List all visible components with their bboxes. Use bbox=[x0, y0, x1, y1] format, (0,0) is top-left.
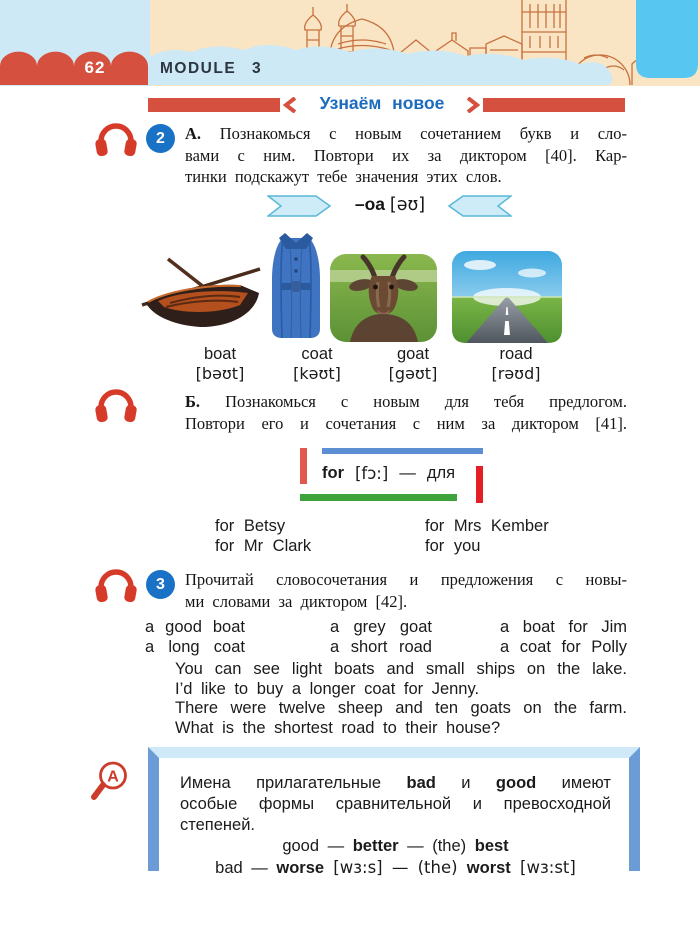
for-example: for Mr Clark bbox=[215, 536, 312, 555]
headphones-icon bbox=[93, 566, 139, 604]
goat-image bbox=[330, 254, 437, 342]
sentence: You can see light boats and small ships on the lake. bbox=[175, 660, 627, 678]
instruction-line: Повтори его и сочетания с ним за диктором [41]. bbox=[185, 413, 627, 433]
for-frame-bar-bottom bbox=[300, 494, 457, 501]
instruction-line: А. Познакомься с новым сочетанием букв и сло- bbox=[185, 124, 627, 143]
for-example: for Betsy bbox=[215, 517, 286, 535]
arrow-left-icon bbox=[448, 195, 512, 217]
exercise3-sentences bbox=[175, 660, 627, 738]
sentence: I’d like to buy a longer coat for Jenny. bbox=[175, 679, 480, 698]
card-label-boat: boat [bəʊt] bbox=[195, 345, 245, 383]
banner-bar-right bbox=[483, 98, 625, 112]
headphones-icon bbox=[93, 120, 139, 158]
comparison-good: good — better — (the) best bbox=[282, 837, 509, 855]
for-example: for Mrs Kember bbox=[425, 517, 549, 535]
comparison-bad: bad — worse [wɜ:s] — (the) worst [wɜ:st] bbox=[215, 858, 576, 877]
rule-line: особые формы сравнительной и превосходной bbox=[180, 795, 611, 813]
rule-line: степеней. bbox=[180, 816, 255, 834]
phrase: a grey goat bbox=[330, 618, 432, 636]
phrase: a coat for Polly bbox=[500, 637, 627, 656]
phrase: a boat for Jim bbox=[500, 618, 627, 636]
for-examples-col2 bbox=[425, 517, 549, 556]
for-frame-bar-top bbox=[322, 448, 483, 454]
module-title: MODULE 3 bbox=[160, 60, 263, 77]
phrase-col-2 bbox=[330, 618, 432, 657]
card-label-coat: coat [kəʊt] bbox=[293, 345, 341, 383]
banner-chevron-left-icon bbox=[282, 97, 297, 113]
road-image bbox=[452, 251, 562, 343]
card-label-road: road [rəʊd] bbox=[491, 345, 541, 383]
exercise-number-badge: 2 bbox=[146, 124, 175, 153]
phrase-col-3 bbox=[500, 618, 627, 657]
for-example: for you bbox=[425, 536, 481, 555]
for-examples-col1 bbox=[215, 517, 311, 556]
phrase: a short road bbox=[330, 637, 432, 656]
exercise3-instruction bbox=[185, 569, 627, 612]
sentence: What is the shortest road to their house? bbox=[175, 718, 501, 737]
grammar-rule-text bbox=[159, 758, 629, 879]
banner-bar-left bbox=[148, 98, 280, 112]
phrase: a good boat bbox=[145, 618, 245, 636]
card-label-goat: goat [gəʊt] bbox=[388, 345, 438, 383]
banner-chevron-right-icon bbox=[466, 97, 481, 113]
instruction-line: тинки подскажут тебе значения этих слов. bbox=[185, 167, 502, 186]
page-number: 62 bbox=[84, 58, 106, 77]
instruction-line: Б. Познакомься с новым для тебя предлогом. bbox=[185, 392, 627, 411]
arrow-right-icon bbox=[267, 195, 331, 217]
grammar-rule-box bbox=[148, 747, 640, 877]
exercise-number-badge: 3 bbox=[146, 570, 175, 599]
sentence: There were twelve sheep and ten goats on the farm. bbox=[175, 699, 627, 717]
phrase: a long coat bbox=[145, 637, 245, 656]
header-blue-block bbox=[636, 0, 698, 78]
for-frame-bar-right bbox=[476, 466, 483, 503]
exercise2a-instruction bbox=[185, 123, 627, 188]
headphones-icon bbox=[93, 386, 139, 424]
exercise2b-instruction bbox=[185, 391, 627, 434]
rule-line: Имена прилагательные bad и good имеют bbox=[180, 774, 611, 792]
coat-image bbox=[268, 231, 324, 341]
svg-text:A: A bbox=[107, 768, 119, 786]
section-banner-title: Узнаём новое bbox=[319, 93, 445, 113]
for-rule-line: for [fɔ:] — для bbox=[322, 464, 456, 483]
instruction-line: ми словами за диктором [42]. bbox=[185, 591, 408, 611]
instruction-line: Прочитай словосочетания и предложения с новы- bbox=[185, 570, 627, 589]
magnifier-icon bbox=[88, 760, 130, 806]
for-frame-bar-left bbox=[300, 448, 307, 484]
instruction-line: вами с ним. Повтори их за диктором [40]. Кар- bbox=[185, 145, 627, 165]
phrase-col-1 bbox=[145, 618, 245, 657]
sound-combination: –oa [əʊ] bbox=[354, 194, 426, 215]
boat-image bbox=[140, 253, 265, 343]
